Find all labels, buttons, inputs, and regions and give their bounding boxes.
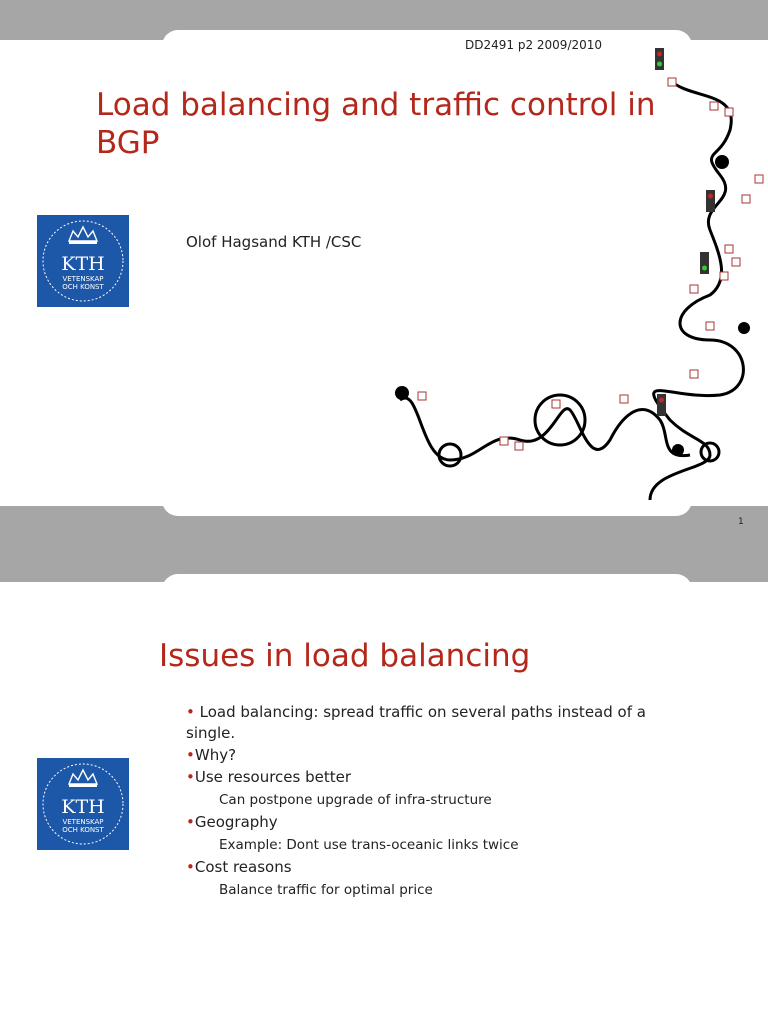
bullet-dot-icon: •: [186, 768, 195, 786]
logo-line1: VETENSKAP: [62, 275, 104, 283]
bullet-dot-icon: •: [186, 703, 195, 721]
page-gap: [0, 540, 768, 554]
bullet-text: Cost reasons: [194, 858, 292, 876]
bullet-text: Geography: [194, 813, 278, 831]
bullet-text: Why?: [194, 746, 237, 764]
bullet-item: [186, 812, 696, 833]
slide1-title: Load balancing and traffic control in BGP: [96, 87, 656, 161]
kth-logo-2: [37, 758, 129, 850]
page-number: 1: [738, 517, 744, 527]
bullet-item: [186, 767, 696, 788]
kth-logo: [37, 215, 129, 307]
bullet-item: [186, 702, 696, 744]
bullet-text: Use resources better: [194, 768, 352, 786]
bullet-item: [186, 857, 696, 878]
bullet-list: [186, 702, 696, 902]
road-illustration: [370, 40, 768, 510]
bullet-text: Load balancing: spread traffic on several paths instead of a single.: [186, 703, 646, 742]
traffic-light-icon: [655, 48, 715, 416]
course-code: DD2491 p2 2009/2010: [465, 38, 603, 52]
logo-line2: OCH KONST: [62, 283, 104, 291]
bullet-item: [186, 745, 696, 766]
author: Olof Hagsand KTH /CSC: [186, 233, 362, 251]
sub-bullet: Balance traffic for optimal price: [219, 882, 433, 898]
bullet-dot-icon: •: [186, 746, 195, 764]
bullet-dot-icon: •: [186, 858, 195, 876]
sub-bullet: Example: Dont use trans-oceanic links twice: [219, 837, 519, 853]
logo-line1: VETENSKAP: [62, 818, 104, 826]
logo-text: KTH: [61, 253, 105, 275]
logo-line2: OCH KONST: [62, 826, 104, 834]
sub-bullet: Can postpone upgrade of infra-structure: [219, 792, 492, 808]
slide2-title: Issues in load balancing: [159, 638, 531, 674]
logo-text: KTH: [61, 796, 105, 818]
bullet-dot-icon: •: [186, 813, 195, 831]
